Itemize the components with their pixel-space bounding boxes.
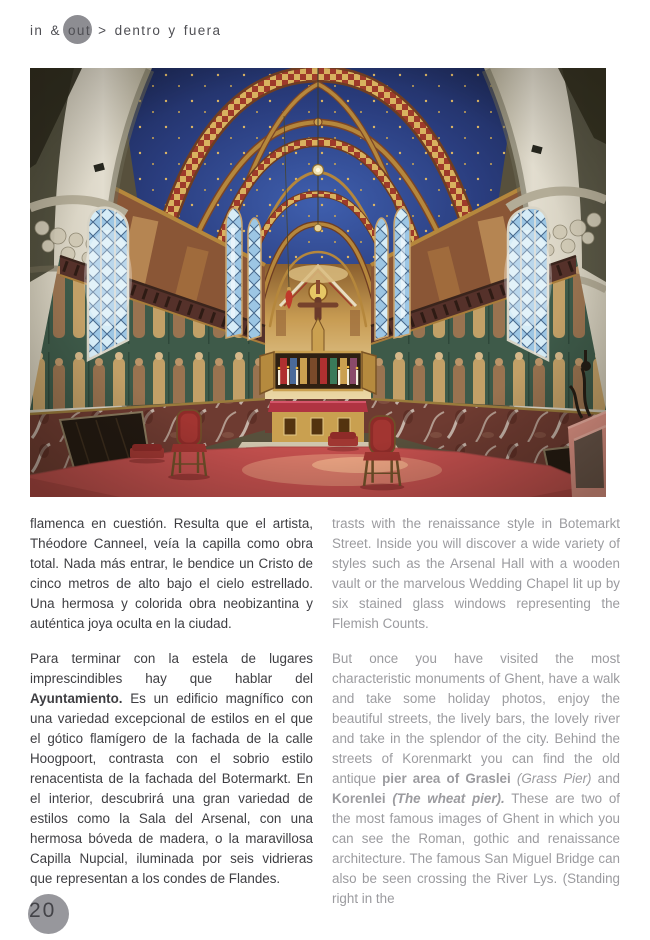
- paragraph-text: Para terminar con la estela de lugares imprescindibles hay que hablar del: [30, 651, 313, 686]
- paragraph-text: and: [591, 771, 620, 786]
- paragraph-text: flamenca en cuestión. Resulta que el artista, Théodore Canneel, veía la capilla como obra total. Nada más entrar, le bendice un Cristo de cinco metros de alto bajo el cielo estrellado. Una hermosa y colorida obra neobizantina y auténtica joya oculta en la ciudad.: [30, 516, 313, 631]
- paragraph-en-2: [332, 649, 620, 909]
- paragraph-en-1: [332, 514, 620, 634]
- page-number: 20: [29, 899, 57, 922]
- chapel-photo: [30, 68, 606, 497]
- article-body: [30, 514, 620, 909]
- paragraph-text: But once you have visited the most characteristic monuments of Ghent, have a walk and take some holiday photos, enjoy the beautiful streets, the lively bars, the lovely river and take in the splendor of the city. Behind the streets of Korenmarkt you can find the old antique: [332, 651, 620, 786]
- italic-text: (Grass Pier): [516, 771, 592, 786]
- paragraph-text: Es un edificio magnífico con una variedad excepcional de estilos en el que el gótico flamígero de la fachada de la calle Hoogpoort, contrasta con el sobrio estilo renacentista de la fachada del Botermarkt. En el interior, descubrirá una gran variedad de estilos como la Sala del Arsenal, con una hermosa bóveda de madera, o la maravillosa Capilla Nupcial, iluminada por seis vidrieras que representan a los condes de Flandes.: [30, 691, 313, 886]
- article-column-english: [332, 514, 620, 909]
- paragraph-es-2: [30, 649, 313, 889]
- bold-text: Ayuntamiento.: [30, 691, 123, 706]
- bold-italic-text: (The wheat pier).: [392, 791, 505, 806]
- bold-text: pier area of Graslei: [382, 771, 517, 786]
- section-label: in & out > dentro y fuera: [30, 23, 222, 38]
- article-column-spanish: [30, 514, 313, 909]
- paragraph-text: These are two of the most famous images of Ghent in which you can see the Roman, gothic and renaissance architecture. The famous San Miguel Bridge can also be seen crossing the River Lys. (Standing right in the: [332, 791, 620, 906]
- paragraph-text: trasts with the renaissance style in Botemarkt Street. Inside you will discover a wide variety of styles such as the Arsenal Hall with a wooden vault or the marvelous Wedding Chapel lit up by six stained glass windows representing the Flemish Counts.: [332, 516, 620, 631]
- chapel-photo-graphic: [30, 68, 606, 497]
- paragraph-es-1: [30, 514, 313, 634]
- bold-text: Korenlei: [332, 791, 393, 806]
